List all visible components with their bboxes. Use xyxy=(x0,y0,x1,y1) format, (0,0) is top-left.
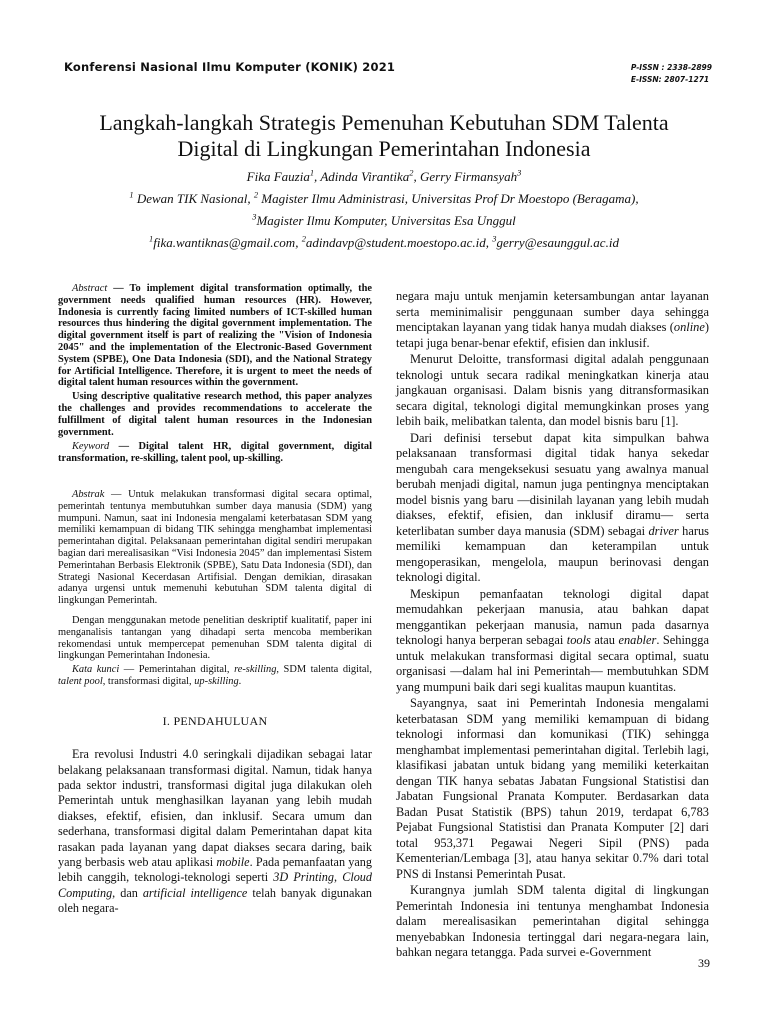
kw-id-d: talent pool xyxy=(58,675,103,687)
rb-0a: negara maju untuk menjamin ketersambungan antar layanan serta meminimalisir penggunaan sumber daya sehingga menciptakan layanan yang tidak hanya mudah diakses ( xyxy=(396,289,709,334)
lb-1b: mobile xyxy=(216,854,250,869)
right-paragraph-4: Sayangnya, saat ini Pemerintah Indonesia mengalami keterbatasan SDM yang memiliki kemampuan di bidang teknologi informasi dan komunikasi (TIK) sehingga menghambat implementasi pemerintahan digital. Terlebih lagi, klasifikasi jabatan untuk bidang yang memiliki keterkaitan dengan TIK hanya sebatas Jabatan Fungsional Statistisi dan Jabatan Fungsional Pranata Komputer. Berdasarkan data Badan Pusat Statistik (BPS) tahun 2019, terdapat 6,783 Pejabat Fungsional Statistisi dan Pranata Komputer [2] dari total 953,371 Pegawai Negeri Sipil (PNS) pada Kementerian/Lembaga [3], atau hanya sekitar 0.7% dari total PNS di Instansi Pemerintah Pusat. xyxy=(396,696,709,881)
kw-id-a: — Pemerintahan digital, xyxy=(119,664,235,676)
author-1: Fika Fauzia xyxy=(246,169,310,184)
page-number: 39 xyxy=(698,956,710,970)
right-paragraph-1: Menurut Deloitte, transformasi digital adalah penggunaan teknologi untuk secara radikal meningkatkan kinerja atau jangkauan organisasi. Dalam bisnis yang ditransformasikan secara digital, teknologi digital memungkinkan proses yang lebih baik, melibatkan talenta, dan model bisnis baru [1]. xyxy=(396,352,709,428)
p-issn: P-ISSN : 2338-2899 xyxy=(630,63,712,72)
title-line-1: Langkah-langkah Strategis Pemenuhan Kebutuhan SDM Talenta xyxy=(99,110,669,135)
rb-3d: enabler xyxy=(618,633,657,647)
author-names: Fika Fauzia$^1$, Adinda Virantika$^2$, Gerry Firmansyah$^3$ xyxy=(246,167,522,184)
lb-1a: Era revolusi Industri 4.0 seringkali dijadikan sebagai latar belakang pelaksanaan transformasi digital. Namun, tidak hanya pada sektor industri, transformasi digital juga dilakukan oleh Pemerintah untuk menghasilkan layanan yang lebih mudah diakses, efektif, efisien, dan inklusif. Secara umum dan sederhana, transformasi digital dalam Pemerintahan dapat kita rasakan pada layanan yang dapat diakses secara daring, baik yang berbasis web atau aplikasi xyxy=(58,747,372,869)
keywords-id-lead: Kata kunci xyxy=(72,664,120,676)
keywords-en xyxy=(58,441,372,465)
author-3: Gerry Firmansyah xyxy=(419,169,518,184)
authors-block xyxy=(40,166,728,254)
right-paragraph-3 xyxy=(396,587,709,696)
rb-2c: harus memiliki kemampuan dan keterampilan untuk mengoperasikan, mengelola, maupun berinovasi dengan teknologi digital. xyxy=(396,523,709,584)
keywords-en-text: — Digital talent HR, digital government, digital transformation, re-skilling, talent pool, up-skilling. xyxy=(58,441,372,465)
rb-3b: tools xyxy=(566,633,591,647)
abstract-en-p1 xyxy=(58,283,372,389)
abstract-en-text-1: — To implement digital transformation optimally, the government needs qualified human resources (HR). However, Indonesia is currently facing limited numbers of ICT-skilled human resources thus hindering the digital government implementation. The digital government itself is part of realizing the "Vision of Indonesia 2045" and the implementation of the Electronic-Based Government System (SPBE), One Data Indonesia (SDI), and the National Strategy for Artificial Intelligence. Therefore, it is urgent to meet the needs of digital talent human resources within the government. xyxy=(58,283,372,389)
keywords-en-lead: Keyword xyxy=(72,441,110,453)
left-column xyxy=(58,283,372,917)
rb-3e: . Sehingga untuk melakukan transformasi digital secara optimal, suatu organisasi —dalam hal ini Pemerintah— membutuhkan SDM yang mumpuni baik dari segi kualitas maupun kuantitas. xyxy=(396,633,709,694)
email-3[interactable]: gerry@esaunggul.ac.id xyxy=(496,235,619,250)
abstract-id-text-1: — Untuk melakukan transformasi digital secara optimal, pemerintah tentunya membutuhkan sumber daya manusia (SDM) yang mumpuni. Namun, saat ini Indonesia mengalami keterbatasan SDM yang memiliki kemampuan di bidang TIK sehingga menghambat implementasi pemerintahan digital. Pelaksanaan pemerintahan digital sendiri merupakan bagian dari merealisasikan “Visi Indonesia 2045” dan implementasi Sistem Pemerintahan Berbasis Elektronik (SPBE), Satu Data Indonesia (SDI), dan Strategi Nasional Kecerdasan Artifisial. Dengan demikian, dirasakan adanya urgensi untuk memenuhi kebutuhan SDM talenta digital di lingkungan Pemerintah. xyxy=(58,488,372,607)
intro-paragraph-1 xyxy=(58,747,372,916)
affiliation-3: Magister Ilmu Komputer, Universitas Esa Unggul xyxy=(256,213,516,228)
affiliation-line-2: $^3$Magister Ilmu Komputer, Universitas Esa Unggul xyxy=(252,211,516,228)
abstract-id-p1 xyxy=(58,489,372,607)
affiliation-2: Magister Ilmu Administrasi, Universitas Prof Dr Moestopo (Beragama), xyxy=(261,191,639,206)
kw-id-c: , SDM talenta digital, xyxy=(276,664,372,676)
affiliation-line-1: $^1$ Dewan TIK Nasional, $^2$ Magister Ilmu Administrasi, Universitas Prof Dr Moestopo (Beragama), xyxy=(129,189,639,206)
abstract-en-lead: Abstract xyxy=(72,283,108,294)
email-1[interactable]: fika.wantiknas@gmail.com, xyxy=(153,235,299,250)
author-2: Adinda Virantika xyxy=(320,169,410,184)
paper-title xyxy=(40,110,728,162)
abstract-id-lead: Abstrak xyxy=(72,488,105,500)
lb-1c: . Pada pemanfaatan yang lebih canggih, teknologi-teknologi seperti xyxy=(58,854,372,885)
right-paragraph-2 xyxy=(396,431,709,586)
rb-3c: atau xyxy=(590,633,619,647)
e-issn: E-ISSN: 2807-1271 xyxy=(630,75,710,84)
kw-id-f: up-skilling xyxy=(194,675,239,687)
lb-1d: 3D Printing xyxy=(273,870,334,885)
conference-name: Konferensi Nasional Ilmu Komputer (KONIK) 2021 xyxy=(64,60,396,74)
right-paragraph-5: Kurangnya jumlah SDM talenta digital di lingkungan Pemerintah Indonesia ini tentunya menghambat Indonesia dalam merealisasikan pemerintahan digital sehingga menyebabkan Indonesia tertinggal dari negara-negara lain, bahkan negara tetangga. Pada survei e-Government xyxy=(396,883,709,959)
right-column xyxy=(396,289,709,961)
issn-block xyxy=(631,62,712,86)
emails: $^1$fika.wantiknas@gmail.com, $^2$adindavp@student.moestopo.ac.id, $^3$gerry@esaunggul.ac.id xyxy=(149,233,619,250)
rb-0c: ) tetapi juga benar-benar efektif, efisien dan inklusif. xyxy=(396,320,709,350)
kw-id-b: re-skilling xyxy=(234,664,277,676)
rb-2a: Dari definisi tersebut dapat kita simpulkan bahwa pelaksanaan transformasi digital tidak hanya sekedar mengubah cara mengeksekusi sesuatu yang awalnya manual berubah menjadi digital, namun juga pentingnya menciptakan model bisnis yang baru —disinilah layanan yang lebih mudah diakses, efektif, efisien, dan inklusif diramu— serta keterlibatan sumber daya manusia (SDM) sebagai xyxy=(396,430,709,538)
rb-2b: driver xyxy=(648,523,679,538)
abstract-en-p2: Using descriptive qualitative research method, this paper analyzes the challenges and provides recommendations to accelerate the fulfillment of digital talent human resources in the Indonesian government. xyxy=(58,391,372,438)
kw-id-e: , transformasi digital, xyxy=(102,675,195,687)
email-2[interactable]: adindavp@student.moestopo.ac.id, xyxy=(305,235,490,250)
lb-1f: Cloud Computing xyxy=(58,870,372,900)
keywords-id xyxy=(58,664,372,688)
lb-1g: , dan xyxy=(112,885,143,900)
lb-1i: telah banyak digunakan oleh negara- xyxy=(58,885,372,916)
rb-3a: Meskipun pemanfaatan teknologi digital dapat memudahkan pekerjaan manusia, atau bahkan dapat menggantikan pekerjaan manusia, namun pada dasarnya teknologi hanya berperan sebagai xyxy=(396,586,709,647)
lb-1e: , xyxy=(333,870,343,885)
section-title-pendahuluan: I. PENDAHULUAN xyxy=(162,713,268,728)
right-paragraph-0 xyxy=(396,289,709,351)
title-line-2: Digital di Lingkungan Pemerintahan Indonesia xyxy=(177,136,591,161)
abstract-id-p2: Dengan menggunakan metode penelitian deskriptif kualitatif, paper ini menganalisis tantangan yang dihadapi serta mencoba memberikan rekomendasi untuk mempercepat pemenuhan SDM talenta digital di lingkungan Pemerintahan Indonesia. xyxy=(58,614,372,662)
lb-1h: artificial intelligence xyxy=(142,885,248,900)
rb-0b: online xyxy=(673,320,705,334)
affiliation-1: Dewan TIK Nasional, xyxy=(136,191,251,206)
kw-id-g: . xyxy=(238,675,242,687)
